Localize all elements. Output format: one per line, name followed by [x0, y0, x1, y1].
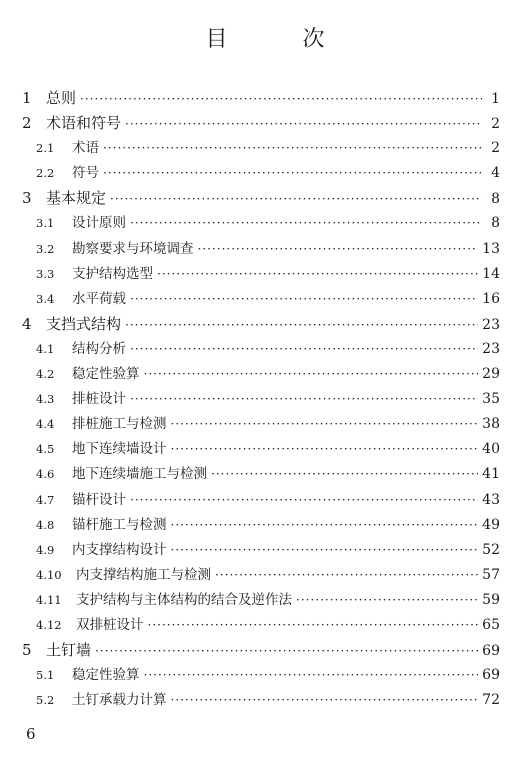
toc-entry-title: 基本规定: [46, 189, 107, 208]
toc-leader-dots: [103, 136, 482, 161]
toc-entry-number: 1: [22, 89, 32, 107]
toc-entry-page: 8: [491, 215, 500, 232]
toc-entry-number: 4: [22, 314, 32, 333]
toc-entry-number: 4.5: [36, 442, 55, 457]
toc-leader-dots: [103, 161, 482, 186]
toc-entry[interactable]: [22, 462, 500, 487]
toc-entry-title: 锚杆设计: [72, 491, 126, 508]
toc-entry-title: 术语和符号: [46, 114, 122, 133]
toc-entry-title: 双排桩设计: [76, 616, 144, 633]
toc-entry-number: 5.1: [36, 668, 55, 683]
toc-entry-number: 3.1: [36, 216, 55, 231]
table-of-contents: [22, 86, 500, 713]
toc-entry-page: 35: [482, 391, 500, 408]
toc-entry-title: 术语: [72, 140, 99, 157]
toc-entry-page: 23: [482, 316, 500, 333]
toc-entry[interactable]: [22, 488, 500, 513]
toc-leader-dots: [171, 538, 479, 563]
toc-entry-title: 排桩施工与检测: [72, 416, 167, 433]
toc-entry[interactable]: [22, 186, 500, 211]
toc-entry-number: 4.6: [36, 467, 55, 482]
toc-entry[interactable]: [22, 387, 500, 412]
toc-entry-page: 59: [482, 591, 500, 608]
toc-entry[interactable]: [22, 563, 500, 588]
toc-entry-number: 4.9: [36, 542, 55, 557]
toc-entry-page: 72: [482, 692, 500, 709]
toc-entry-title: 内支撑结构设计: [72, 541, 167, 558]
toc-leader-dots: [144, 362, 479, 387]
toc-entry-number: 4.12: [36, 617, 62, 632]
toc-entry-title: 土钉承载力计算: [72, 692, 167, 709]
toc-entry[interactable]: [22, 237, 500, 262]
toc-leader-dots: [171, 513, 479, 538]
toc-leader-dots: [130, 337, 478, 362]
toc-entry-title: 地下连续墙施工与检测: [72, 466, 207, 483]
toc-entry[interactable]: [22, 362, 500, 387]
toc-entry-page: 43: [482, 491, 500, 508]
toc-leader-dots: [110, 187, 482, 212]
toc-entry-title: 勘察要求与环境调查: [72, 240, 194, 257]
toc-entry[interactable]: [22, 437, 500, 462]
toc-entry-page: 69: [482, 667, 500, 684]
toc-entry[interactable]: [22, 638, 500, 663]
toc-entry[interactable]: [22, 211, 500, 236]
toc-entry-page: 49: [482, 516, 500, 533]
toc-entry-number: 4.11: [36, 592, 62, 607]
toc-entry-number: 4.2: [36, 367, 55, 382]
toc-entry-number: 4.3: [36, 392, 55, 407]
toc-leader-dots: [171, 437, 479, 462]
toc-entry-title: 支挡式结构: [46, 314, 122, 333]
toc-entry-number: 4.8: [36, 517, 55, 532]
toc-entry[interactable]: [22, 86, 500, 111]
toc-leader-dots: [130, 287, 478, 312]
toc-leader-dots: [125, 313, 478, 338]
toc-entry-page: 38: [482, 416, 500, 433]
toc-entry-page: 40: [482, 441, 500, 458]
toc-leader-dots: [211, 462, 478, 487]
toc-entry-number: 3.4: [36, 291, 55, 306]
toc-entry[interactable]: [22, 663, 500, 688]
toc-entry[interactable]: [22, 312, 500, 337]
toc-entry-title: 内支撑结构施工与检测: [76, 566, 211, 583]
toc-entry-page: 8: [491, 191, 500, 208]
toc-entry-number: 2: [22, 114, 32, 133]
toc-entry-title: 稳定性验算: [72, 366, 140, 383]
toc-entry-number: 3.3: [36, 266, 55, 281]
toc-entry-page: 57: [482, 566, 500, 583]
toc-entry-title: 总则: [46, 89, 77, 107]
toc-leader-dots: [171, 412, 479, 437]
toc-entry-page: 69: [482, 643, 500, 660]
toc-entry[interactable]: [22, 262, 500, 287]
toc-entry-page: 52: [482, 541, 500, 558]
toc-entry-title: 水平荷载: [72, 290, 126, 307]
toc-entry-title: 排桩设计: [72, 391, 126, 408]
toc-leader-dots: [296, 588, 478, 613]
toc-entry-page: 41: [482, 466, 500, 483]
toc-entry[interactable]: [22, 538, 500, 563]
toc-entry-page: 14: [482, 265, 500, 282]
toc-entry[interactable]: [22, 287, 500, 312]
toc-leader-dots: [148, 613, 479, 638]
toc-entry-title: 地下连续墙设计: [72, 441, 167, 458]
toc-entry-page: 2: [491, 140, 500, 157]
toc-entry-title: 符号: [72, 165, 99, 182]
toc-entry-title: 锚杆施工与检测: [72, 516, 167, 533]
toc-entry[interactable]: [22, 136, 500, 161]
toc-entry-title: 支护结构与主体结构的结合及逆作法: [76, 591, 292, 608]
toc-entry-number: 2.2: [36, 166, 55, 181]
toc-entry-title: 结构分析: [72, 340, 126, 357]
toc-entry-page: 4: [491, 165, 500, 182]
toc-entry-page: 13: [482, 240, 500, 257]
page-title: 目 次: [205, 27, 359, 52]
toc-entry-number: 3.2: [36, 241, 55, 256]
toc-entry[interactable]: [22, 688, 500, 713]
toc-leader-dots: [144, 663, 479, 688]
page-number: 6: [26, 725, 36, 743]
toc-leader-dots: [130, 488, 478, 513]
toc-entry-page: 1: [491, 91, 500, 107]
toc-entry[interactable]: [22, 111, 500, 136]
toc-entry-title: 设计原则: [72, 215, 126, 232]
toc-leader-dots: [171, 688, 479, 713]
toc-leader-dots: [125, 112, 482, 137]
toc-entry[interactable]: [22, 613, 500, 638]
toc-entry-number: 4.10: [36, 567, 62, 582]
toc-entry-page: 16: [482, 290, 500, 307]
toc-leader-dots: [95, 639, 478, 664]
toc-entry-title: 支护结构选型: [72, 265, 153, 282]
toc-leader-dots: [130, 387, 478, 412]
toc-entry-number: 4.7: [36, 492, 55, 507]
toc-entry-number: 5: [22, 641, 32, 660]
toc-entry-number: 5.2: [36, 693, 55, 708]
toc-entry-page: 29: [482, 366, 500, 383]
toc-leader-dots: [157, 262, 478, 287]
toc-leader-dots: [130, 211, 482, 236]
toc-entry-number: 4.1: [36, 341, 55, 356]
toc-entry-number: 3: [22, 189, 32, 208]
toc-entry-title: 稳定性验算: [72, 667, 140, 684]
toc-entry-number: 4.4: [36, 417, 55, 432]
toc-entry[interactable]: [22, 337, 500, 362]
toc-leader-dots: [198, 237, 479, 262]
toc-entry-page: 23: [482, 340, 500, 357]
toc-entry[interactable]: [22, 588, 500, 613]
toc-entry[interactable]: [22, 161, 500, 186]
toc-entry[interactable]: [22, 412, 500, 437]
toc-entry-page: 2: [491, 116, 500, 133]
toc-leader-dots: [215, 563, 478, 588]
toc-entry-title: 土钉墙: [46, 641, 92, 660]
toc-entry-page: 65: [482, 616, 500, 633]
toc-leader-dots: [80, 87, 482, 112]
toc-entry[interactable]: [22, 513, 500, 538]
toc-entry-number: 2.1: [36, 141, 55, 156]
